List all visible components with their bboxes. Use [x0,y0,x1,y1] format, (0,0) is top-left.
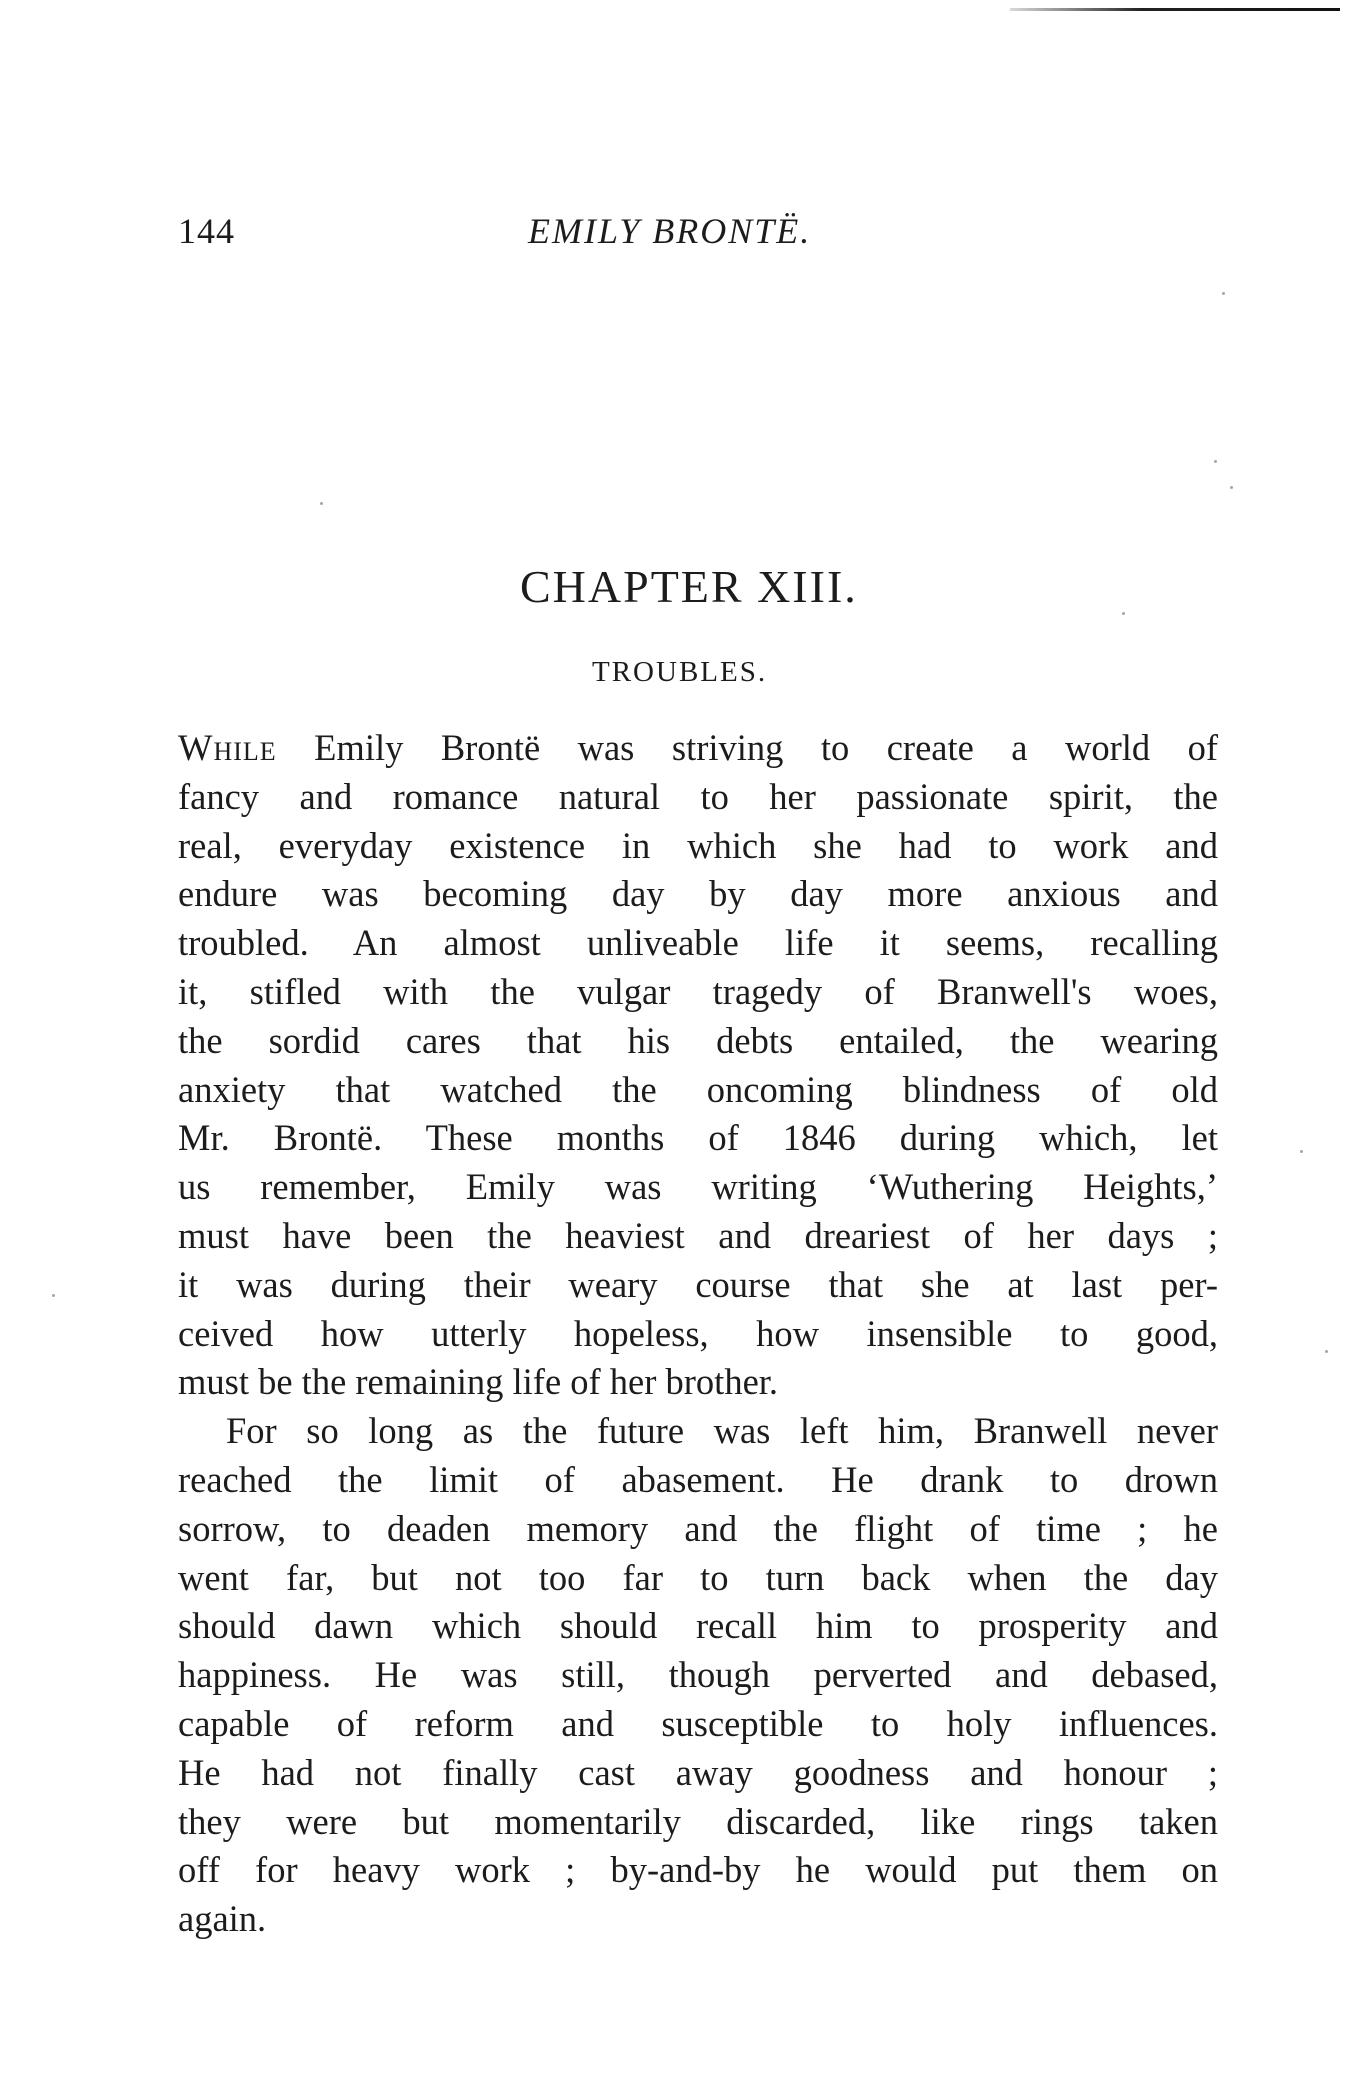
paragraph-line: it, stifled with the vulgar tragedy of Branwell's woes, [178,970,1218,1012]
scan-speck [1214,460,1217,463]
paragraph-line: off for heavy work ; by-and-by he would put them on [178,1849,1218,1891]
paragraph-line: fancy and romance natural to her passionate spirit, the [178,775,1218,817]
paragraph-line: it was during their weary course that she at last per- [178,1263,1218,1305]
paragraph-line: capable of reform and susceptible to holy influences. [178,1702,1218,1744]
scan-speck [1122,612,1125,615]
scan-speck [1300,1150,1303,1153]
paragraph-line: they were but momentarily discarded, like rings taken [178,1800,1218,1842]
paragraph-line: must have been the heaviest and dreariest of her days ; [178,1214,1218,1256]
scan-speck [1222,292,1225,295]
paragraph-line: He had not finally cast away goodness and honour ; [178,1751,1218,1793]
chapter-subtitle: TROUBLES. [592,656,768,688]
paragraph-line: the sordid cares that his debts entailed, the wearing [178,1019,1218,1061]
paragraph-line-text: Emily Brontë was striving to create a world of [276,727,1218,768]
paragraph-line: reached the limit of abasement. He drank to drown [178,1458,1218,1500]
paragraph-1 [178,724,1218,1407]
paragraph-line [178,724,1218,773]
paragraph-line: must be the remaining life of her brother. [178,1361,779,1403]
scan-speck [52,1294,55,1297]
paragraph-2 [178,1407,1218,1944]
opening-word: While [178,727,277,768]
scan-speck [1325,1350,1328,1353]
paragraph-line: ceived how utterly hopeless, how insensible to good, [178,1312,1218,1354]
body-text [178,724,1218,1944]
paragraph-line: Mr. Brontë. These months of 1846 during which, let [178,1117,1218,1159]
paragraph-line: anxiety that watched the oncoming blindness of old [178,1068,1218,1110]
page-number: 144 [178,211,235,251]
running-head [178,210,1218,260]
scan-speck [1230,486,1233,489]
scan-speck [320,502,323,505]
paragraph-line: endure was becoming day by day more anxious and [178,873,1218,915]
paragraph-line: real, everyday existence in which she had to work and [178,824,1218,866]
running-title: EMILY BRONTË. [528,211,812,251]
paragraph-line: sorrow, to deaden memory and the flight of time ; he [178,1507,1218,1549]
paragraph-line: us remember, Emily was writing ‘Wuthering Heights,’ [178,1166,1218,1208]
top-edge-rule [1010,8,1340,11]
paragraph-line: troubled. An almost unliveable life it seems, recalling [178,922,1218,964]
paragraph-line: For so long as the future was left him, Branwell never [226,1410,1218,1452]
paragraph-line: went far, but not too far to turn back when the day [178,1556,1218,1598]
chapter-heading: CHAPTER XIII. [520,561,858,612]
paragraph-line: should dawn which should recall him to prosperity and [178,1605,1218,1647]
paragraph-line: happiness. He was still, though perverted and debased, [178,1654,1218,1696]
paragraph-line: again. [178,1898,267,1940]
